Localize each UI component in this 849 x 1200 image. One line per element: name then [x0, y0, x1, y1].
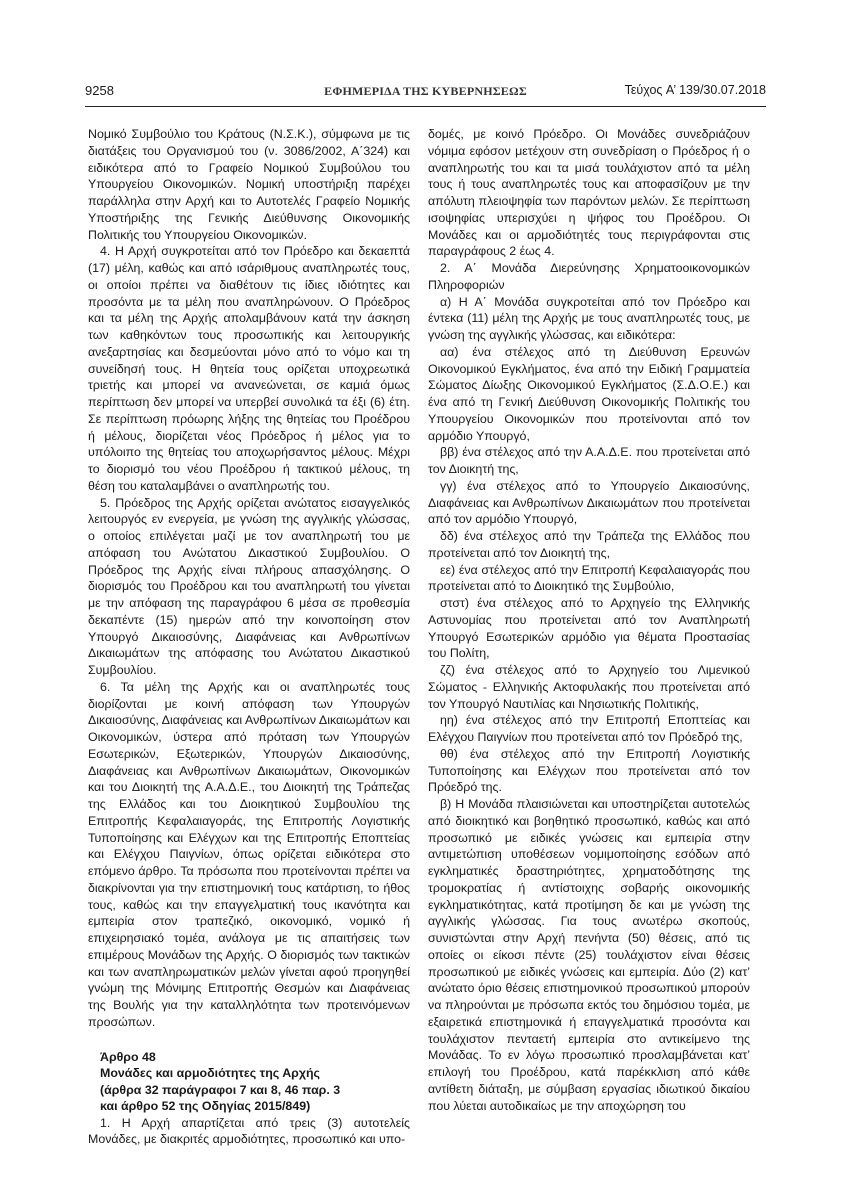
- article-title: Άρθρο 48: [100, 1049, 156, 1064]
- article-reference-2: και άρθρο 52 της Οδηγίας 2015/849): [100, 1099, 311, 1113]
- clause-a: α) Η Α΄ Μονάδα συγκροτείται από τον Πρόεδρο και έντεκα (11) μέλη της Αρχής με τους αναπληρωτές τους, με γνώση της αγγλικής γλώσσας, και ειδικότερα:: [428, 294, 750, 342]
- clause-zz: ζζ) ένα στέλεχος από το Αρχηγείο του Λιμενικού Σώματος - Ελληνικής Ακτοφυλακής που προτείνεται από τον Υπουργό Ναυτιλίας και Νησιωτικής Πολιτικής,: [428, 663, 750, 711]
- page-header: [85, 80, 766, 107]
- paragraph-continued: Νομικό Συμβούλιο του Κράτους (Ν.Σ.Κ.), σύμφωνα με τις διατάξεις του Οργανισμού του (ν. 3086/2002, Α΄324) και ειδικότερα από το Γραφείο Νομικού Συμβούλου του Υπουργείου Οικονομικών. Νομική υποστήριξη παρέχει παράλληλα στην Αρχή και το Αυτοτελές Γραφείο Νομικής Υποστήριξης της Γενικής Διεύθυνσης Οικονομικής Πολιτικής του Υπουργείου Οικονομικών.: [88, 127, 410, 242]
- issue-number: Τεύχος A’ 139/30.07.2018: [624, 83, 766, 97]
- paragraph-continued: δομές, με κοινό Πρόεδρο. Οι Μονάδες συνεδριάζουν νόμιμα εφόσον μετέχουν στη συνεδρίαση ο Πρόεδρος ή ο αναπληρωτής του και τα μισά τουλάχιστον από τα μέλη τους ή τους αναπληρωτές τους και αποφασίζουν με την απόλυτη πλειοψηφία των παρόντων μελών. Σε περίπτωση ισοψηφίας υπερισχύει η ψήφος του Προέδρου. Οι Μονάδες και οι αρμοδιότητές τους περιγράφονται στις παραγράφους 2 έως 4.: [428, 127, 750, 259]
- article-heading: [88, 1049, 410, 1115]
- article-subtitle: Μονάδες και αρμοδιότητες της Αρχής: [100, 1066, 320, 1080]
- clause-hh: ηη) ένα στέλεχος από την Επιτροπή Εποπτείας και Ελέγχου Παιγνίων που προτείνεται από τον Πρόεδρό της,: [428, 713, 750, 744]
- paragraph-2: 2. Α΄ Μονάδα Διερεύνησης Χρηματοοικονομικών Πληροφοριών: [428, 261, 750, 292]
- clause-gg: γγ) ένα στέλεχος από το Υπουργείο Δικαιοσύνης, Διαφάνειας και Ανθρωπίνων Δικαιωμάτων που προτείνεται από τον αρμόδιο Υπουργό,: [428, 478, 750, 527]
- clause-stst: στστ) ένα στέλεχος από το Αρχηγείο της Ελληνικής Αστυνομίας που προτείνεται από τον Αναπληρωτή Υπουργό Εσωτερικών αρμόδιο για θέματα Προστασίας του Πολίτη,: [428, 596, 750, 661]
- clause-ee: εε) ένα στέλεχος από την Επιτροπή Κεφαλαιαγοράς που προτείνεται από το Διοικητικό της Συμβούλιο,: [428, 562, 750, 594]
- clause-dd: δδ) ένα στέλεχος από την Τράπεζα της Ελλάδος που προτείνεται από τον Διοικητή της,: [428, 529, 750, 560]
- gazette-title: ΕΦΗΜΕΡΙΔΑ ΤΗΣ ΚΥΒΕΡΝΗΣΕΩΣ: [324, 84, 527, 98]
- clause-thth: θθ) ένα στέλεχος από την Επιτροπή Λογιστικής Τυποποίησης και Ελέγχων που προτείνεται από τον Πρόεδρό της.: [428, 746, 750, 795]
- paragraph-4: 4. Η Αρχή συγκροτείται από τον Πρόεδρο και δεκαεπτά (17) μέλη, καθώς και από ισάριθμους αναπληρωτές τους, οι οποίοι πρέπει να διαθέτουν τις ίδιες ιδιότητες και προσόντα με τα μέλη που αναπληρώνουν. Ο Πρόεδρος και τα μέλη της Αρχής απολαμβάνουν κατά την άσκηση των καθηκόντων τους προσωπικής και λειτουργικής ανεξαρτησίας και δεσμεύονται μόνο από το νόμο και τη συνείδησή τους. Η θητεία τους ορίζεται υποχρεωτικά τριετής και μπορεί να ανανεώνεται, σε καμιά όμως περίπτωση δεν μπορεί να υπερβεί συνολικά τα έξι (6) έτη. Σε περίπτωση πρόωρης λήξης της θητείας του Προέδρου ή μέλους, διορίζεται νέος Πρόεδρος ή μέλος για το υπόλοιπο της θητείας του αποχωρήσαντος μέλους. Μέχρι το διορισμό του νέου Προέδρου ή τακτικού μέλους, τη θέση του καταλαμβάνει ο αναπληρωτής του.: [88, 244, 410, 493]
- article-reference-1: (άρθρα 32 παράγραφοι 7 και 8, 46 παρ. 3: [100, 1082, 341, 1097]
- paragraph-1: 1. Η Αρχή απαρτίζεται από τρεις (3) αυτοτελείς Μονάδες, με διακριτές αρμοδιότητες, προσωπικό και υπο-: [88, 1115, 410, 1147]
- clause-b: β) Η Μονάδα πλαισιώνεται και υποστηρίζεται αυτοτελώς από διοικητικό και βοηθητικό προσωπικό, καθώς και από προσωπικό με ειδικές γνώσεις και εμπειρία στην αντιμετώπιση υποθέσεων νομιμοποίησης εσόδων από εγκληματικές δραστηριότητες, χρηματοδότησης της τρομοκρατίας ή αντίστοιχης σοβαρής οικονομικής εγκληματικότητας, κατά προτίμηση δε και με γνώση της αγγλικής γλώσσας. Για τους ανωτέρω σκοπούς, συνιστώνται στην Αρχή πενήντα (50) θέσεις, από τις οποίες οι είκοσι πέντε (25) τουλάχιστον είναι θέσεις προσωπικού με ειδικές γνώσεις και εμπειρία. Δύο (2) κατ’ ανώτατο όριο θέσεις επιστημονικού προσωπικού μπορούν να πληρούνται με πρόσωπα εκτός του δημόσιου τομέα, με εξαιρετικά επιστημονικά ή επαγγελματικά προσόντα και τουλάχιστον πενταετή εμπειρία στο αντικείμενο της Μονάδας. Το εν λόγω προσωπικό προσλαμβάνεται κατ’ επιλογή του Προέδρου, κατά παρέκκλιση από κάθε αντίθετη διάταξη, με σύμβαση εργασίας ιδιωτικού δικαίου που λύεται αυτοδικαίως με την αποχώρηση του: [428, 797, 750, 1113]
- right-column: [428, 126, 750, 1114]
- clause-bb: ββ) ένα στέλεχος από την Α.Α.Δ.Ε. που προτείνεται από τον Διοικητή της,: [428, 445, 750, 476]
- clause-aa: αα) ένα στέλεχος από τη Διεύθυνση Ερευνών Οικονομικού Εγκλήματος, ένα από την Ειδική Γραμματεία Σώματος Δίωξης Οικονομικού Εγκλήματος (Σ.Δ.Ο.Ε.) και ένα από τη Γενική Διεύθυνση Οικονομικής Πολιτικής του Υπουργείου Οικονομικών που προτείνονται από τον αρμόδιο Υπουργό,: [428, 344, 750, 443]
- left-column: [88, 126, 410, 1148]
- paragraph-6: 6. Τα μέλη της Αρχής και οι αναπληρωτές τους διορίζονται με κοινή απόφαση των Υπουργών Δικαιοσύνης, Διαφάνειας και Ανθρωπίνων Δικαιωμάτων και Οικονομικών, ύστερα από πρόταση των Υπουργών Εσωτερικών, Εξωτερικών, Υπουργών Δικαιοσύνης, Διαφάνειας και Ανθρωπίνων Δικαιωμάτων, Οικονομικών και του Διοικητή της Α.Α.Δ.Ε., του Διοικητή της Τράπεζας της Ελλάδος και του Διοικητικού Συμβουλίου της Επιτροπής Κεφαλαιαγοράς, της Επιτροπής Λογιστικής Τυποποίησης και Ελέγχων και της Επιτροπής Εποπτείας και Ελέγχου Παιγνίων, όπως ορίζεται ειδικότερα στο επόμενο άρθρο. Τα πρόσωπα που προτείνονται πρέπει να διακρίνονται για την επιστημονική τους κατάρτιση, το ήθος τους, καθώς και την επαγγελματική τους ικανότητα και εμπειρία στον τραπεζικό, οικονομικό, νομικό ή επιχειρησιακό τομέα, ανάλογα με τις απαιτήσεις των επιμέρους Μονάδων της Αρχής. Ο διορισμός των τακτικών και των αναπληρωματικών μελών γίνεται αφού προηγηθεί γνώμη της Μόνιμης Επιτροπής Θεσμών και Διαφάνειας της Βουλής για την καταλληλότητα των προτεινόμενων προσώπων.: [88, 679, 410, 1029]
- paragraph-5: 5. Πρόεδρος της Αρχής ορίζεται ανώτατος εισαγγελικός λειτουργός εν ενεργεία, με γνώση της αγγλικής γλώσσας, ο οποίος επιλέγεται μαζί με τον αναπληρωτή του με απόφαση του Ανώτατου Δικαστικού Συμβουλίου. Ο Πρόεδρος της Αρχής είναι πλήρους απασχόλησης. Ο διορισμός του Προέδρου και του αναπληρωτή του γίνεται με την απόφαση της παραγράφου 6 μέσα σε προθεσμία δεκαπέντε (15) ημερών από την κοινοποίηση στον Υπουργό Δικαιοσύνης, Διαφάνειας και Ανθρωπίνων Δικαιωμάτων της απόφασης του Ανώτατου Δικαστικού Συμβουλίου.: [88, 495, 410, 677]
- page-number: 9258: [85, 83, 114, 98]
